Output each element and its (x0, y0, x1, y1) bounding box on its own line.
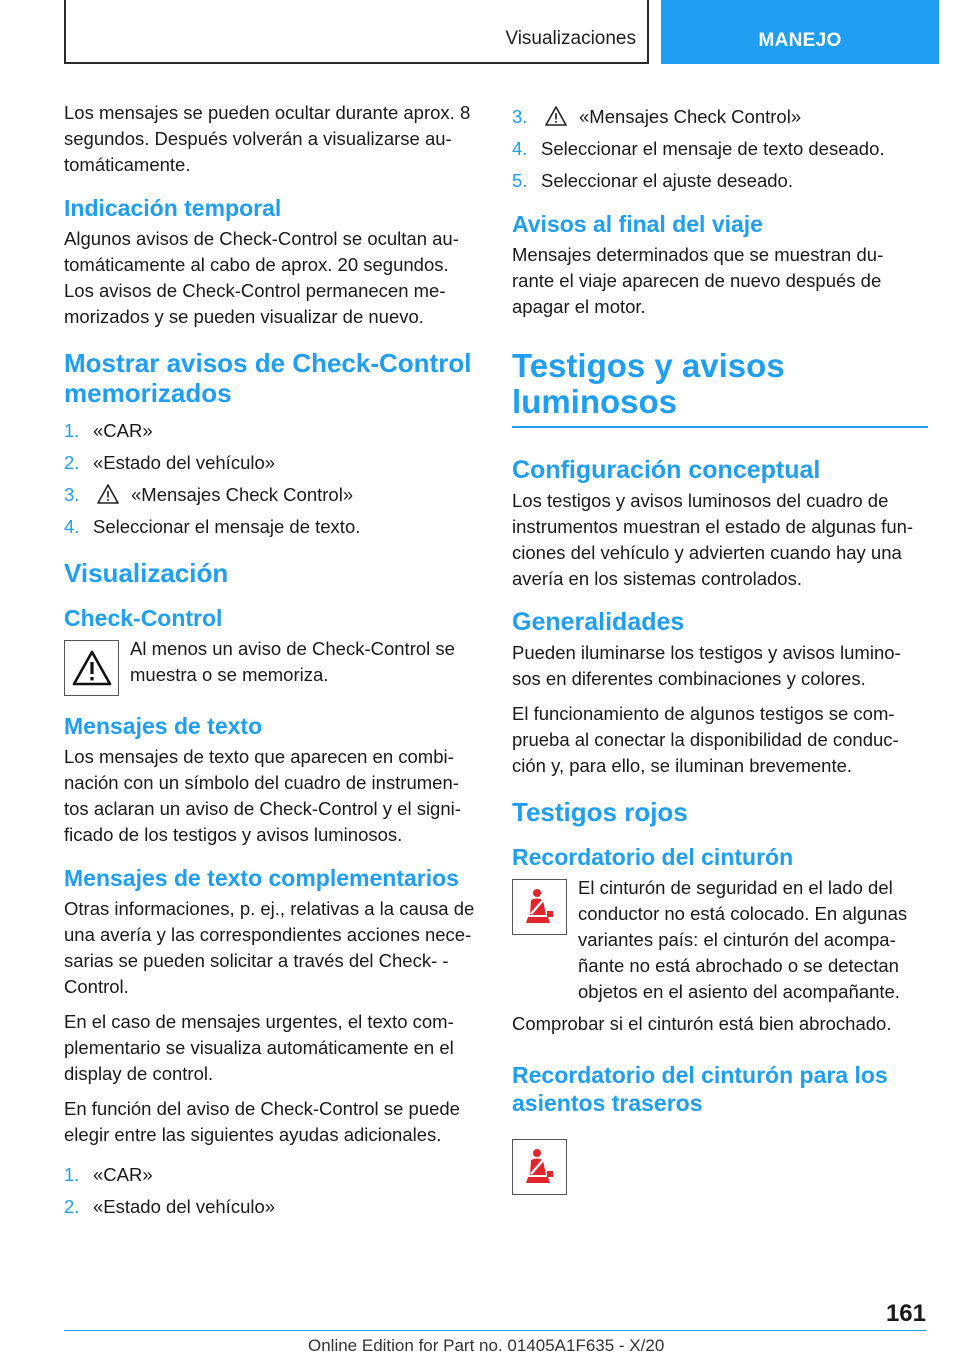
list-item: 1. «CAR» (64, 1164, 153, 1185)
list-item: 2. «Estado del vehículo» (64, 452, 276, 473)
footer-divider (64, 1330, 926, 1331)
chapter-heading: Testigos y avisos luminosos (512, 348, 928, 428)
belt-check-paragraph: Comprobar si el cinturón está bien abrochado. (512, 1013, 892, 1034)
heading-visualizacion: Visualización (64, 558, 229, 588)
complementary-steps-list (64, 1162, 479, 1220)
chapter-tab[interactable]: MANEJO (661, 0, 939, 64)
temporal-paragraph: Algunos avisos de Check-Control se ocultan au‐ tomáticamente al cabo de aprox. 20 segundos. Los avisos de Check-Control permanecen me‐ morizados y se pueden visualizar de nuevo. (64, 228, 459, 327)
generalidades-paragraph-2: El funcionamiento de algunos testigos se com‐ prueba al conectar la disponibilidad de conduc‐ ción y, para ello, se iluminan brevemente. (512, 703, 899, 776)
heading-rear-belt-reminder: Recordatorio del cinturón para los asientos traseros (512, 1062, 888, 1116)
complementary-paragraph-2: En el caso de mensajes urgentes, el texto com‐ plementario se visualiza automáticamente en el display de control. (64, 1011, 454, 1084)
rear-seatbelt-warning-icon (512, 1139, 567, 1195)
heading-belt-reminder: Recordatorio del cinturón (512, 844, 794, 870)
heading-check-control: Check-Control (64, 605, 223, 631)
list-item: 3. «Mensajes Check Control» (512, 106, 802, 127)
list-item: 1. «CAR» (64, 420, 153, 441)
list-item: 3. «Mensajes Check Control» (64, 484, 354, 505)
right-column (512, 100, 928, 1195)
edition-footer: Online Edition for Part no. 01405A1F635 - X/20 (308, 1336, 665, 1355)
complementary-paragraph-1: Otras informaciones, p. ej., relativas a la causa de una avería y las correspondientes acciones nece‐ sarias se pueden solicitar a través del Check- -Control. (64, 898, 475, 997)
left-column (64, 100, 479, 1230)
check-control-paragraph: Al menos un aviso de Check-Control se muestra o se memoriza. (130, 638, 455, 685)
heading-show-memorized: Mostrar avisos de Check-Control memorizados (64, 348, 472, 408)
section-title: Visualizaciones (505, 28, 636, 49)
heading-complementary-messages: Mensajes de texto complementarios (64, 865, 459, 891)
belt-reminder-paragraph: El cinturón de seguridad en el lado del conductor no está colocado. En algunas variantes país: el cinturón del acompa‐ ñante no está abrochado o se detectan objetos en el asiento del acompañante. (578, 877, 908, 1002)
list-item: 4. Seleccionar el mensaje de texto. (64, 516, 361, 537)
heading-red-lights: Testigos rojos (512, 797, 688, 827)
seatbelt-warning-icon (512, 879, 567, 935)
end-of-trip-paragraph: Mensajes determinados que se muestran du‐ rante el viaje aparecen de nuevo después de apagar el motor. (512, 244, 884, 317)
belt-reminder-note (512, 875, 928, 1005)
warning-triangle-icon (545, 106, 567, 126)
text-messages-paragraph: Los mensajes de texto que aparecen en combi‐ nación con un símbolo del cuadro de instrumen‐ tos aclaran un aviso de Check-Control y el signi‐ ficado de los testigos y avisos luminosos. (64, 746, 461, 845)
list-item: 2. «Estado del vehículo» (64, 1196, 276, 1217)
list-item: 5. Seleccionar el ajuste deseado. (512, 170, 793, 191)
heading-concept: Configuración conceptual (512, 456, 821, 484)
heading-end-of-trip: Avisos al final del viaje (512, 211, 763, 237)
heading-text-messages: Mensajes de texto (64, 713, 263, 739)
complementary-paragraph-3: En función del aviso de Check-Control se puede elegir entre las siguientes ayudas adicionales. (64, 1098, 460, 1145)
show-steps-list (64, 418, 479, 540)
concept-paragraph: Los testigos y avisos luminosos del cuadro de instrumentos muestran el estado de algunas fun‐ ciones del vehículo y advierten cuando hay una avería en los sistemas controlados. (512, 490, 914, 589)
generalidades-paragraph-1: Pueden iluminarse los testigos y avisos lumino‐ sos en diferentes combinaciones y colores. (512, 642, 901, 689)
warning-sign-icon (64, 640, 119, 696)
check-control-note (64, 636, 479, 696)
warning-triangle-icon (97, 484, 119, 504)
heading-temporal: Indicación temporal (64, 195, 282, 221)
intro-paragraph: Los mensajes se pueden ocultar durante aprox. 8 segundos. Después volverán a visualizarse au‐ tomáticamente. (64, 102, 471, 175)
list-item: 4. Seleccionar el mensaje de texto deseado. (512, 138, 885, 159)
heading-generalidades: Generalidades (512, 608, 685, 636)
continued-steps-list (512, 104, 928, 194)
page-number: 161 (885, 1300, 926, 1327)
